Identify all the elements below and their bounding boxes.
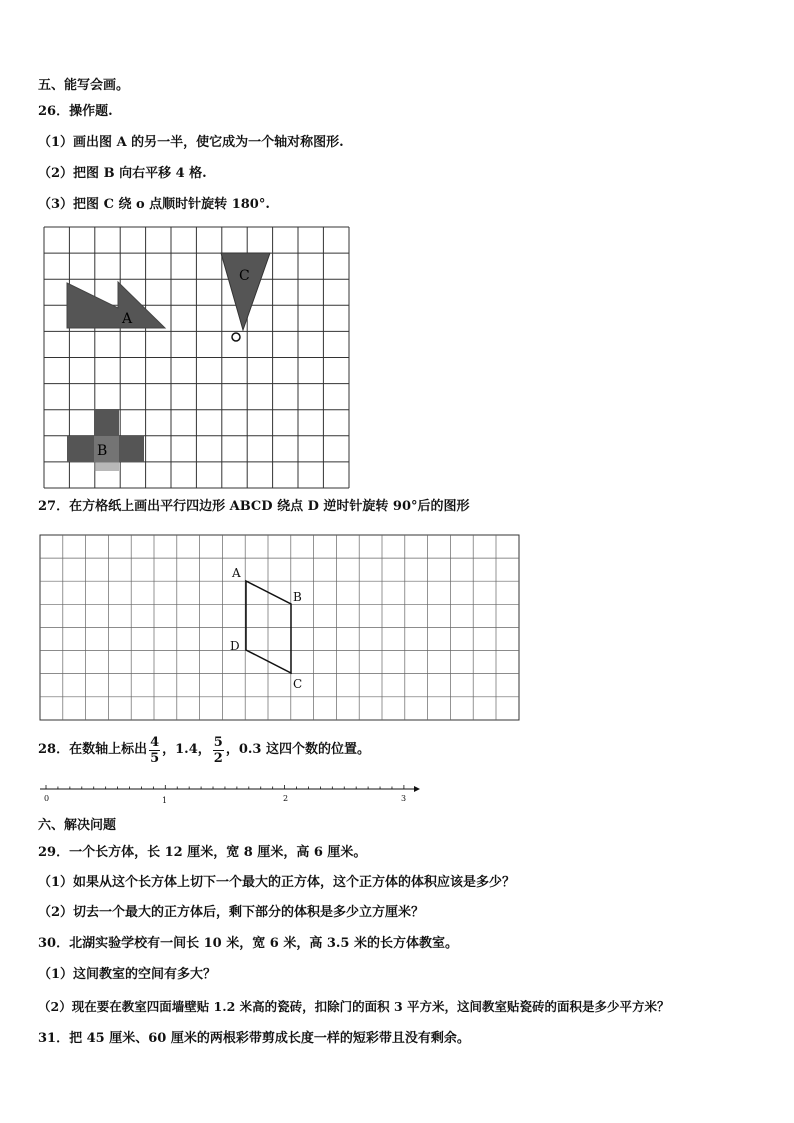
- frac1-den: 5: [150, 750, 160, 766]
- tick-label-2: 2: [283, 794, 289, 803]
- question-30-sub2: （2）现在要在教室四面墙壁贴 1.2 米高的瓷砖，扣除门的面积 3 平方米，这间教室贴瓷砖的面积是多少平方米？: [38, 999, 670, 1014]
- section-title-5: 五、能写会画。: [38, 78, 130, 93]
- q28-suffix: ，0.3 这四个数的位置。: [225, 742, 370, 757]
- question-26-title: 26．操作题.: [38, 104, 113, 119]
- question-27-title: 27．在方格纸上画出平行四边形 ABCD 绕点 D 逆时针旋转 90°后的图形: [38, 499, 470, 514]
- question-26-sub1: （1）画出图 A 的另一半，使它成为一个轴对称图形.: [38, 135, 344, 150]
- question-29-sub1: （1）如果从这个长方体上切下一个最大的正方体，这个正方体的体积应该是多少？: [38, 875, 516, 890]
- vertex-c: C: [293, 677, 303, 691]
- question-30-title: 30．北湖实验学校有一间长 10 米，宽 6 米，高 3.5 米的长方体教室。: [38, 936, 458, 951]
- label-b: B: [97, 443, 108, 459]
- vertex-b: B: [293, 590, 302, 604]
- vertex-d: D: [230, 639, 240, 653]
- vertex-a: A: [232, 566, 241, 580]
- question-26-sub3: （3）把图 C 绕 o 点顺时针旋转 180°.: [38, 197, 270, 212]
- frac2-num: 5: [213, 734, 223, 750]
- question-29-title: 29．一个长方体，长 12 厘米，宽 8 厘米，高 6 厘米。: [38, 845, 367, 860]
- question-29-sub2: （2）切去一个最大的正方体后，剩下部分的体积是多少立方厘米？: [38, 905, 425, 920]
- tick-label-1: 1: [162, 796, 168, 805]
- label-a: A: [122, 311, 133, 327]
- tick-label-3: 3: [401, 794, 407, 803]
- question-26-sub2: （2）把图 B 向右平移 4 格.: [38, 166, 207, 181]
- label-c: C: [239, 268, 250, 284]
- q28-prefix: 28．在数轴上标出: [38, 742, 148, 757]
- section-title-6: 六、解决问题: [38, 818, 117, 833]
- question-30-sub1: （1）这间教室的空间有多大？: [38, 967, 217, 982]
- frac1-num: 4: [150, 734, 160, 750]
- question-31-title: 31．把 45 厘米、60 厘米的两根彩带剪成长度一样的短彩带且没有剩余。: [38, 1031, 470, 1046]
- frac2-den: 2: [213, 750, 223, 766]
- tick-label-0: 0: [44, 794, 50, 803]
- q28-mid: ，1.4，: [162, 742, 211, 757]
